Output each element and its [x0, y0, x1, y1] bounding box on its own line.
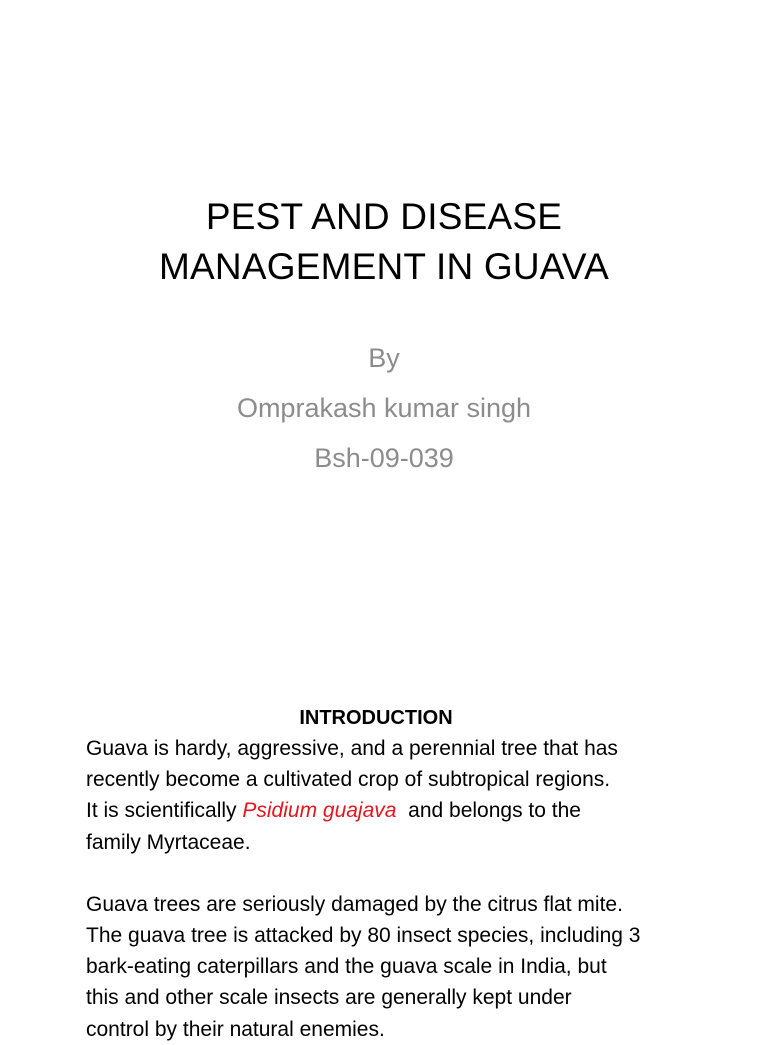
- paragraph-2-line-2: The guava tree is attacked by 80 insect species, including 3: [86, 924, 641, 948]
- scientific-name-suffix: and belongs to the: [396, 799, 581, 823]
- paragraph-1-line-4: family Myrtaceae.: [86, 830, 251, 854]
- paragraph-2-line-3: bark-eating caterpillars and the guava scale in India, but: [86, 955, 607, 979]
- roll-number: Bsh-09-039: [314, 443, 454, 473]
- slide-title-line-1: PEST AND DISEASE: [205, 196, 563, 237]
- by-label: By: [368, 343, 400, 373]
- slide-title-line-2: MANAGEMENT IN GUAVA: [159, 246, 609, 287]
- introduction-body: [86, 733, 726, 1045]
- paragraph-1-line-3: [86, 795, 726, 826]
- paragraph-2-line-4: this and other scale insects are generally kept under: [86, 986, 572, 1010]
- slide-subtitle: [0, 333, 768, 483]
- scientific-name-prefix: It is scientifically: [86, 799, 243, 823]
- slide-title: [0, 192, 768, 292]
- paragraph-1-line-2: recently become a cultivated crop of subtropical regions.: [86, 768, 611, 792]
- author-name: Omprakash kumar singh: [236, 393, 532, 423]
- introduction-heading: INTRODUCTION: [299, 707, 453, 729]
- paragraph-1-line-1: Guava is hardy, aggressive, and a perennial tree that has: [86, 737, 618, 760]
- paragraph-2-line-5: control by their natural enemies.: [86, 1017, 385, 1041]
- paragraph-gap: [86, 858, 726, 889]
- paragraph-2-line-1: Guava trees are seriously damaged by the citrus flat mite.: [86, 892, 623, 916]
- scientific-name: Psidium guajava: [242, 799, 397, 823]
